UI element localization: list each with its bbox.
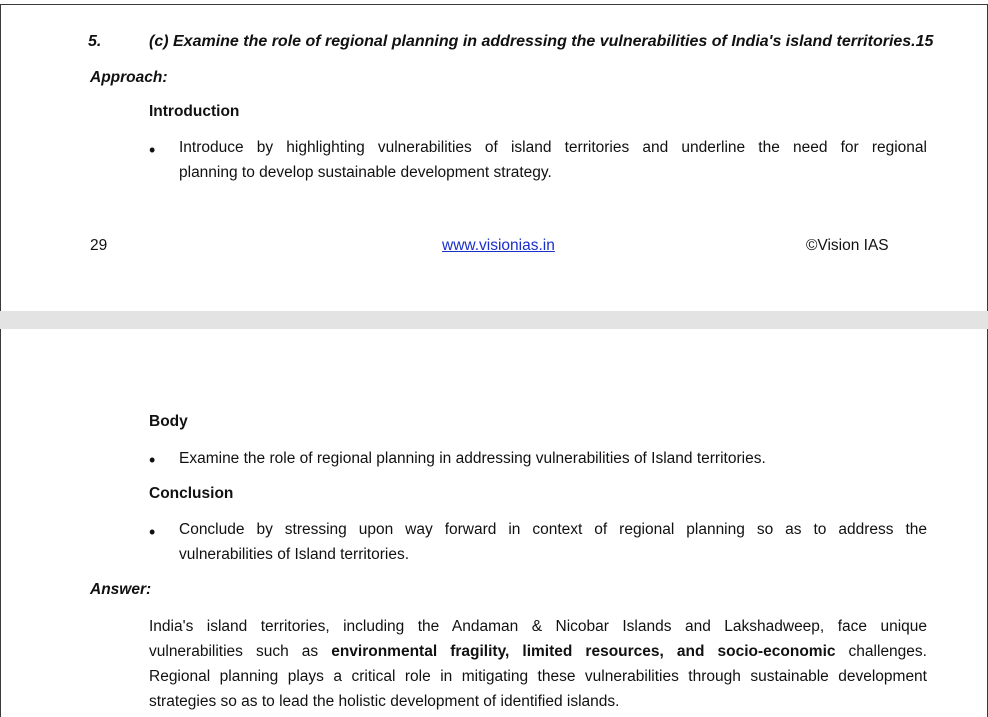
body-bullet-text: Examine the role of regional planning in addressing vulnerabilities of Island territories. (179, 450, 766, 467)
introduction-bullet-line-2: planning to develop sustainable development strategy. (179, 164, 552, 181)
body-heading: Body (149, 413, 188, 430)
answer-label: Answer: (90, 581, 152, 598)
page-separator (0, 311, 988, 329)
page-number: 29 (90, 237, 108, 254)
question-text: (c) Examine the role of regional planning in addressing the vulnerabilities of India's island territories.15 (149, 33, 934, 50)
bullet-icon: • (149, 522, 156, 542)
answer-line-3: Regional planning plays a critical role in mitigating these vulnerabilities through sustainable development (149, 668, 927, 685)
bullet-icon: • (149, 450, 156, 470)
answer-line-2-post: challenges. (835, 643, 927, 660)
conclusion-heading: Conclusion (149, 485, 234, 502)
bullet-icon: • (149, 140, 156, 160)
answer-line-2-bold: environmental fragility, limited resources, and socio-economic (331, 643, 836, 660)
answer-line-1: India's island territories, including the Andaman & Nicobar Islands and Lakshadweep, face unique (149, 618, 927, 635)
conclusion-bullet-line-1: Conclude by stressing upon way forward in context of regional planning so as to address the (179, 521, 927, 538)
document-page-29 (0, 4, 988, 311)
copyright-text: ©Vision IAS (806, 237, 889, 254)
conclusion-bullet-line-2: vulnerabilities of Island territories. (179, 546, 410, 563)
answer-line-2-pre: vulnerabilities such as (149, 643, 332, 660)
approach-label: Approach: (90, 69, 168, 86)
introduction-heading: Introduction (149, 103, 240, 120)
answer-line-4: strategies so as to lead the holistic development of identified islands. (149, 693, 620, 710)
question-number: 5. (88, 33, 102, 50)
introduction-bullet-line-1: Introduce by highlighting vulnerabilities of island territories and underline the need for regional (179, 139, 927, 156)
website-link[interactable]: www.visionias.in (442, 237, 555, 254)
answer-line-2 (149, 639, 927, 664)
document-page-30 (0, 329, 988, 717)
